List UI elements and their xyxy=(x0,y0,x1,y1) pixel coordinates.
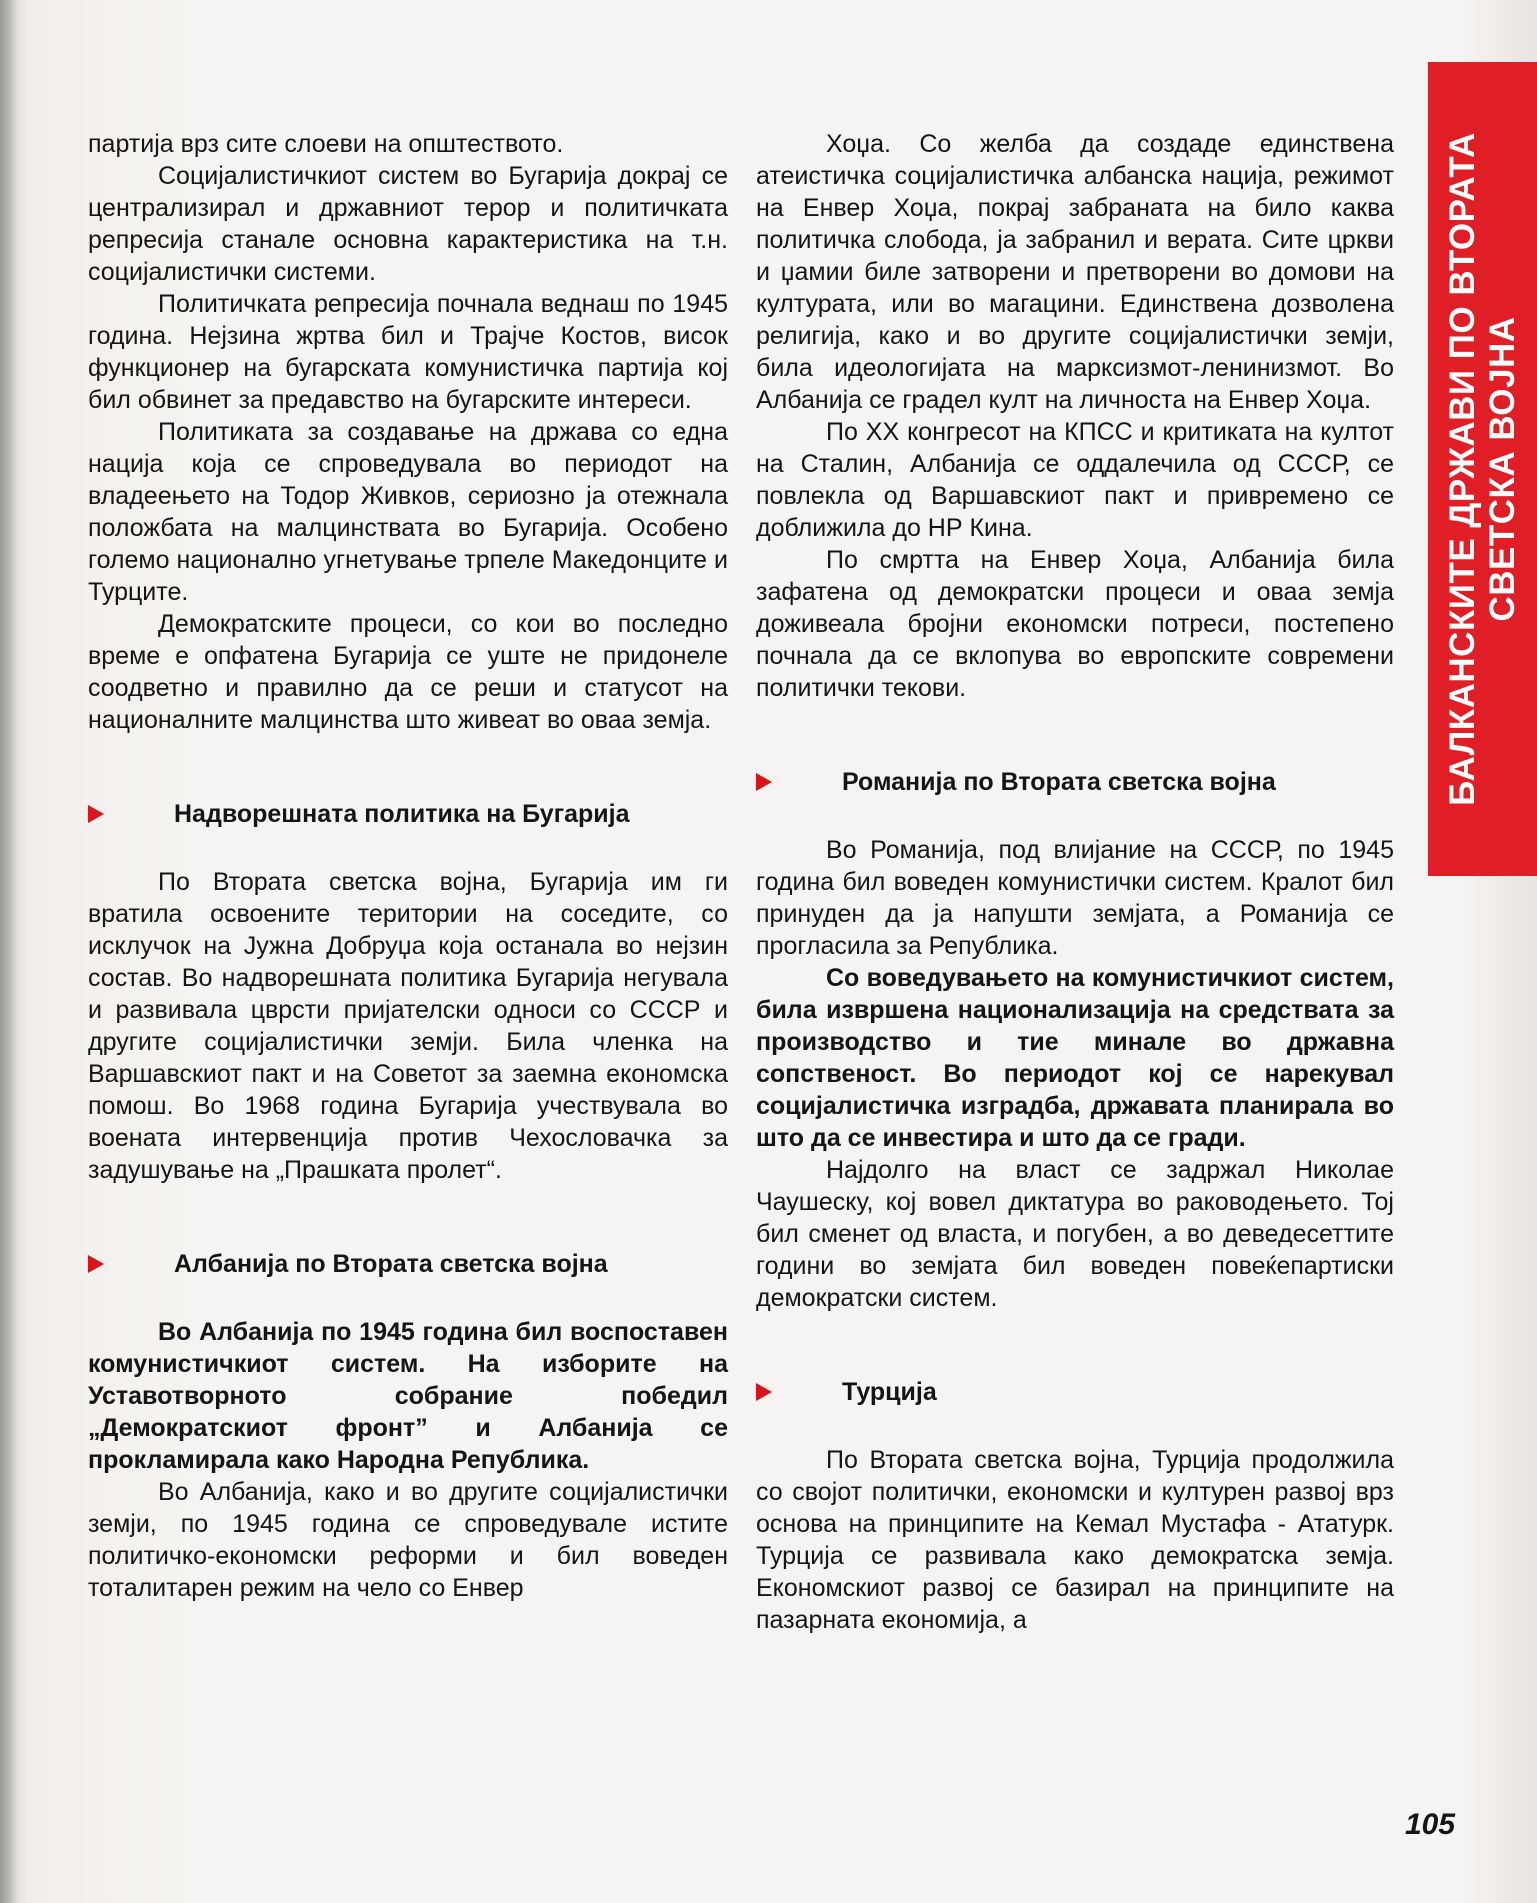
section-heading xyxy=(88,798,728,830)
paragraph: Хоџа. Со желба да создаде единствена атеистичка социјалистичка албанска нација, режимот на Енвер Хоџа, покрај забраната на било каква политичка слобода, ја забранил и верата. Сите цркви и џамии биле затворени и претворени во домови на културата, или во магацини. Единствена дозволена религија, како и во другите социјалистички земји, била идеологијата на марксизмот-ленинизмот. Во Албанија се градел култ на личноста на Енвер Хоџа. xyxy=(756,130,1394,414)
paragraph: партија врз сите слоеви на општеството. xyxy=(88,130,564,158)
bold-paragraph: Со воведувањето на комунистичкиот систем, била извршена национализација на средствата за производство и тие минале во државна сопственост. Во периодот кој се нарекувал социјалистичка изградба, државата планирала во што да се инвестира и што да се гради. xyxy=(756,964,1394,1152)
paragraph: Политиката за создавање на држава со една нација која се спроведувала во периодот на владеењето на Тодор Живков, сериозно ја отежнала положбата на малцинствата во Бугарија. Особено големо национално угнетување трпеле Македонците и Турците. xyxy=(88,418,728,606)
chapter-title xyxy=(1443,69,1523,869)
section-heading xyxy=(756,1376,1394,1408)
paragraph: По смртта на Енвер Хоџа, Албанија била зафатена од демократски процеси и оваа земја доживеала бројни економски потреси, постепено почнала да се вклопува во европските современи политички текови. xyxy=(756,546,1394,702)
page-number: 105 xyxy=(1405,1808,1456,1841)
paragraph: Социјалистичкиот систем во Бугарија докрај се централизирал и државниот терор и политичката репресија станале основна карактеристика на т.н. социјалистички системи. xyxy=(88,162,728,286)
chapter-side-tab xyxy=(1428,62,1537,876)
red-arrow-icon xyxy=(88,805,104,823)
red-arrow-icon xyxy=(756,1383,772,1401)
heading-text: Албанија по Втората светска војна xyxy=(174,1250,608,1278)
red-arrow-icon xyxy=(88,1255,104,1273)
binding-shadow xyxy=(0,0,18,1903)
chapter-title-line: БАЛКАНСКИТЕ ДРЖАВИ ПО ВТОРАТА xyxy=(1442,132,1482,806)
paragraph: По XX конгресот на КПСС и критиката на култот на Сталин, Албанија се оддалечила од СССР, се повлекла од Варшавскиот пакт и привремено се доближила до НР Кина. xyxy=(756,418,1394,542)
section-heading xyxy=(88,1248,728,1280)
right-column xyxy=(756,128,1394,1636)
chapter-title-line: СВЕТСКА ВОЈНА xyxy=(1482,316,1522,622)
bold-paragraph: Во Албанија по 1945 година бил воспоставен комунистичкиот систем. На изборите на Уставотворното собрание победил „Демократскиот фронт” и Албанија се прокламирала како Народна Република. xyxy=(88,1318,728,1474)
paragraph: По Втората светска војна, Бугарија им ги вратила освоените територии на соседите, со исклучок на Јужна Добруџа која останала во нејзин состав. Во надворешната политика Бугарија негувала и развивала цврсти пријателски односи со СССР и другите социјалистички земји. Била членка на Варшавскиот пакт и на Советот за заемна економска помош. Во 1968 година Бугарија учествувала во воената интервенција против Чехословачка за задушување на „Прашката пролет“. xyxy=(88,868,728,1184)
section-heading xyxy=(756,766,1394,798)
paragraph: Политичката репресија почнала веднаш по 1945 година. Нејзина жртва бил и Трајче Костов, висок функционер на бугарската комунистичка партија кој бил обвинет за предавство на бугарските интереси. xyxy=(88,290,728,414)
paragraph: Демократските процеси, со кои во последно време е опфатена Бугарија се уште не придонеле соодветно и правилно да се реши и статусот на националните малцинства што живеат во оваа земја. xyxy=(88,610,728,734)
heading-text: Романија по Втората светска војна xyxy=(842,768,1276,796)
red-arrow-icon xyxy=(756,773,772,791)
paragraph: Во Романија, под влијание на СССР, по 1945 година бил воведен комунистички систем. Кралот бил принуден да ја напушти земјата, а Романија се прогласила за Република. xyxy=(756,836,1394,960)
heading-text: Надворешната политика на Бугарија xyxy=(174,800,630,828)
heading-text: Турција xyxy=(842,1378,937,1406)
paragraph: Најдолго на власт се задржал Николае Чаушеску, кој вовел диктатура во раководењето. Тој бил сменет од власта, и погубен, а во деведесеттите години во земјата бил воведен повеќепартиски демократски систем. xyxy=(756,1156,1394,1312)
paragraph: Во Албанија, како и во другите социјалистички земји, по 1945 година се спроведувале истите политичко-економски реформи и бил воведен тоталитарен режим на чело со Енвер xyxy=(88,1478,728,1602)
left-column xyxy=(88,128,728,1604)
paragraph: По Втората светска војна, Турција продолжила со својот политички, економски и културен развој врз основа на принципите на Кемал Мустафа - Ататурк. Турција се развивала како демократска земја. Економскиот развој се базирал на принципите на пазарната економија, а xyxy=(756,1446,1394,1634)
